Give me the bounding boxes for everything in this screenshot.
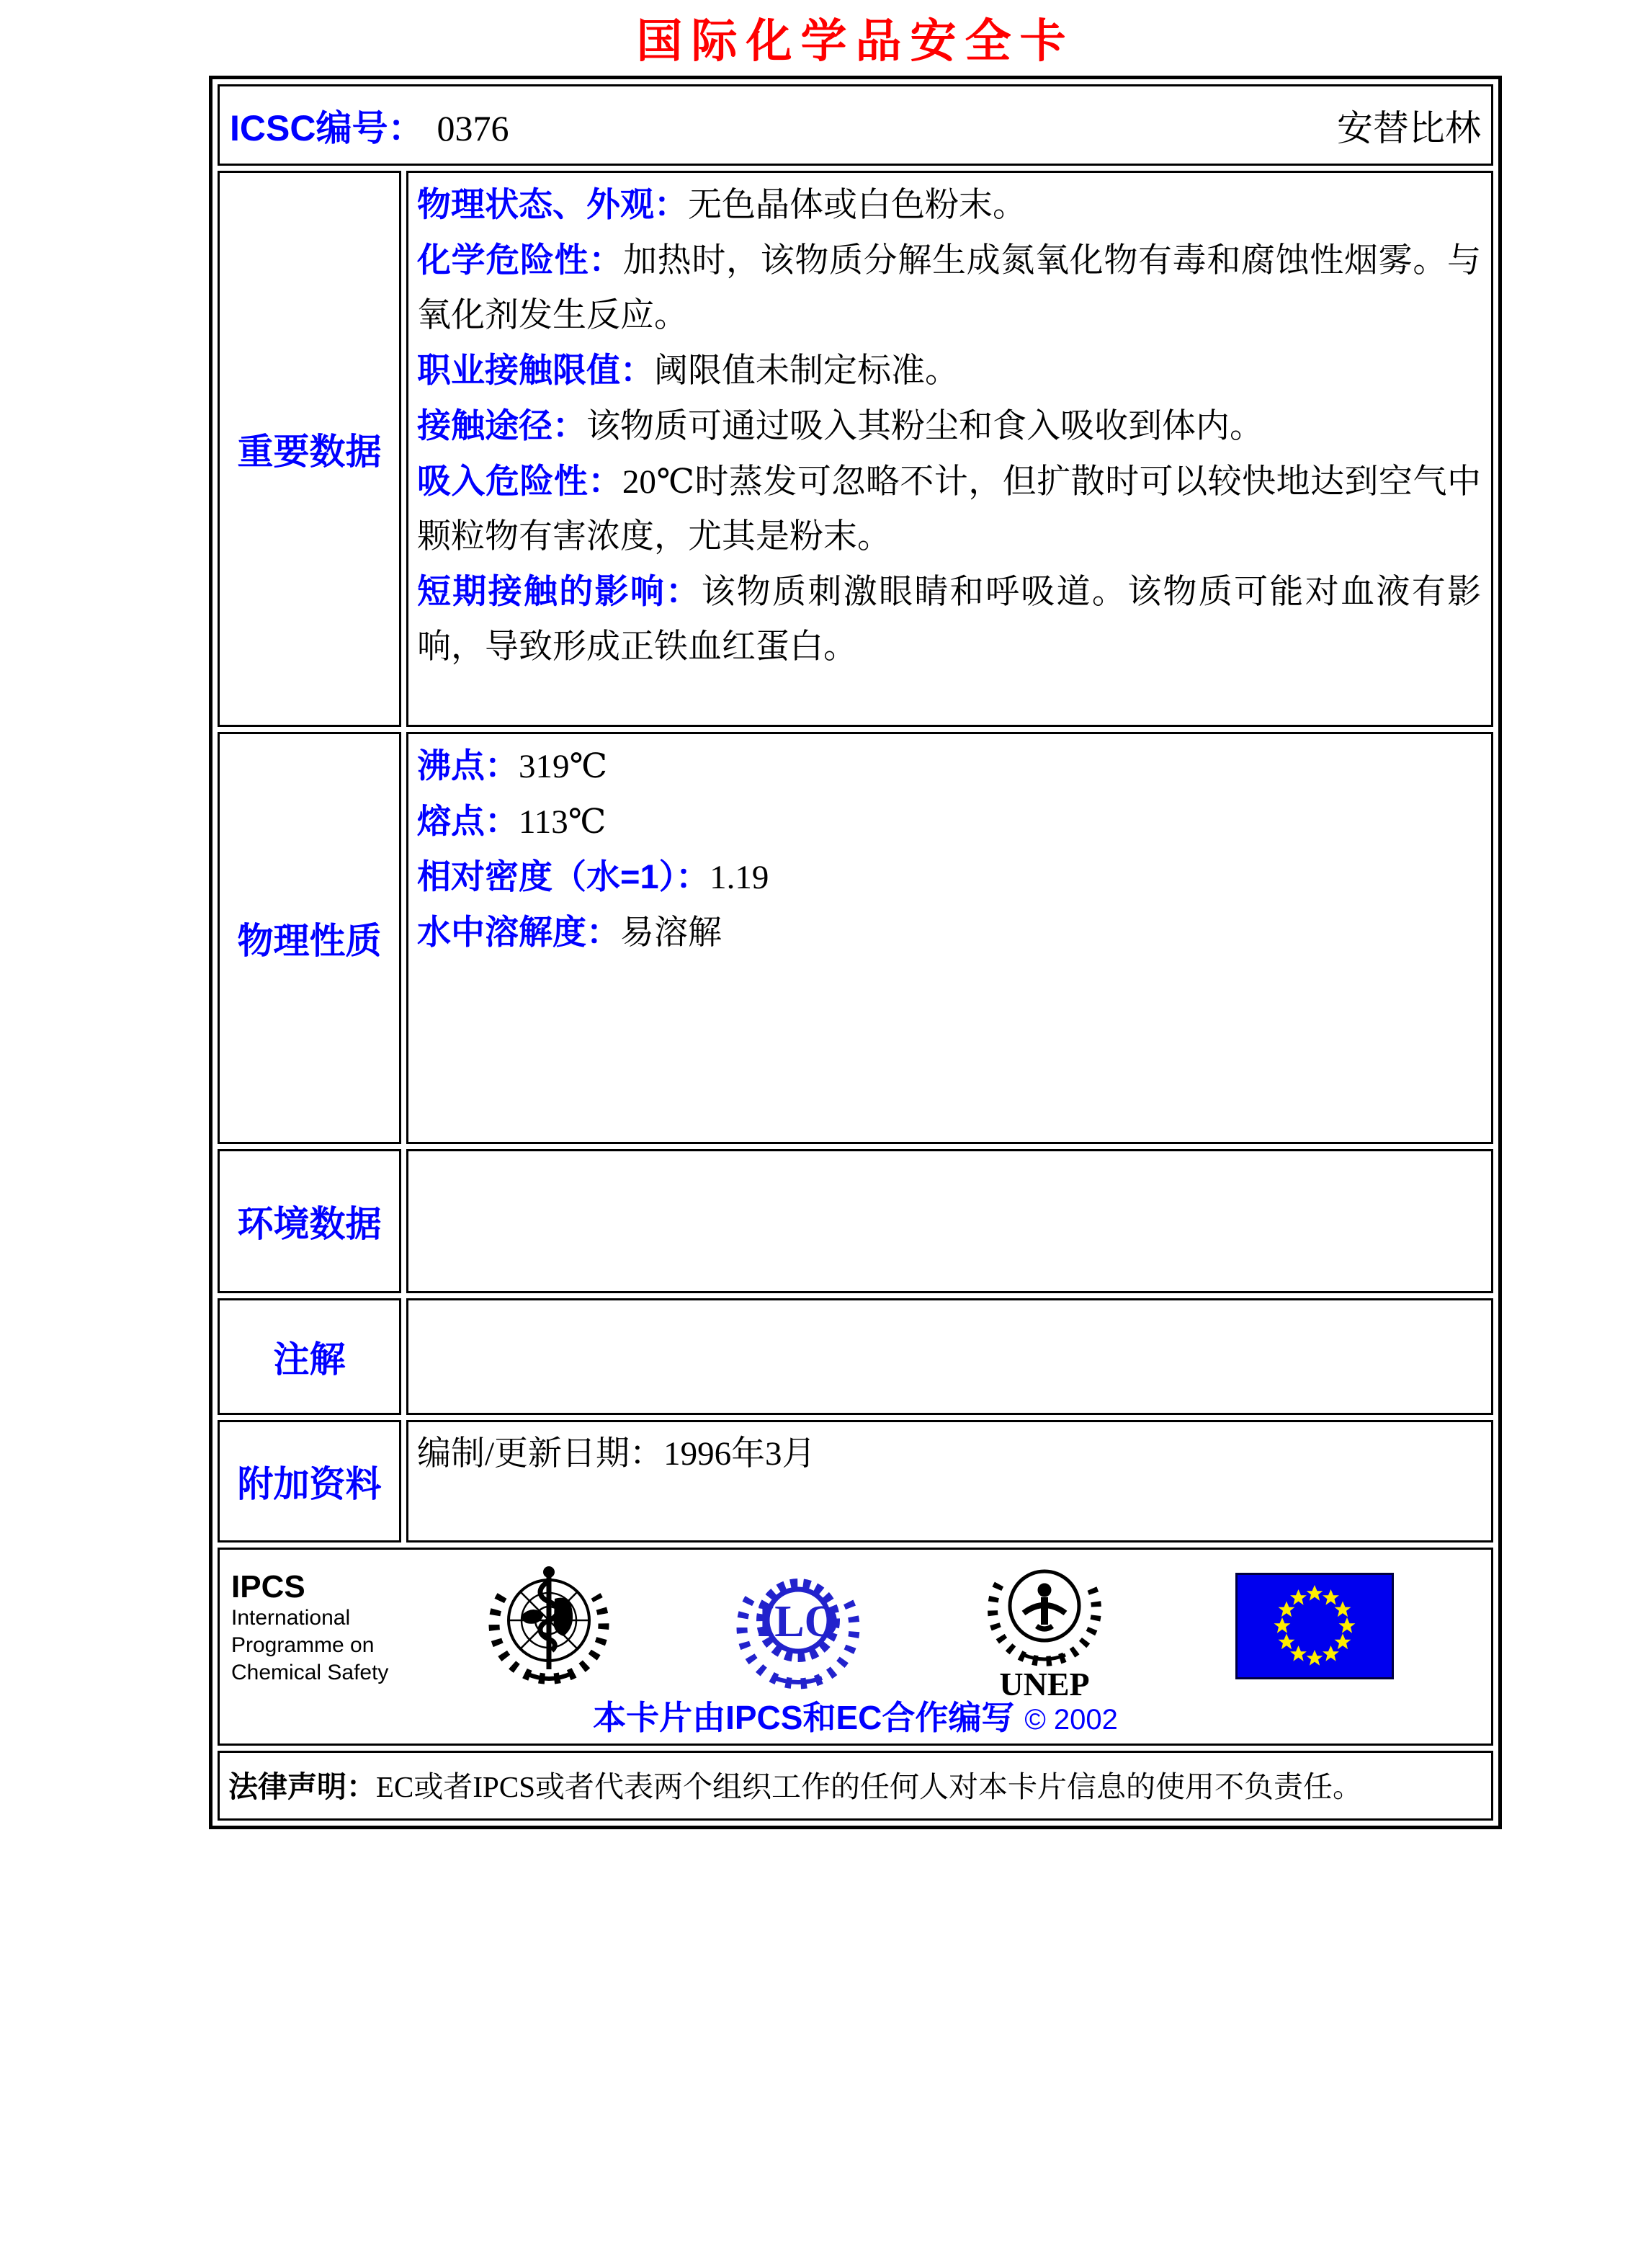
icsc-number <box>230 99 509 151</box>
environmental-data-label-cell <box>218 1149 401 1293</box>
field-label: 接触途径： <box>417 406 586 445</box>
logos-row <box>218 1548 1493 1746</box>
page-title: 国际化学品安全卡 <box>636 15 1075 67</box>
field-label: 物理状态、外观： <box>417 185 688 223</box>
section-label-environmental-data: 环境数据 <box>237 1204 382 1244</box>
field-label: 职业接触限值： <box>417 351 654 389</box>
field-label: 相对密度（水=1）： <box>417 857 710 896</box>
icsc-number-label: ICSC编号： <box>230 107 424 148</box>
field-value: 该物质刺激眼睛和呼吸道。该物质可能对血液有影响，导致形成正铁血红蛋白。 <box>417 573 1482 666</box>
credit-text: 本卡片由IPCS和EC合作编写 <box>593 1699 1015 1736</box>
field-value: 加热时，该物质分解生成氮氧化物有毒和腐蚀性烟雾。与氧化剂发生反应。 <box>417 242 1481 334</box>
update-date-value: 1996年3月 <box>663 1435 816 1473</box>
field-value: 1.19 <box>710 859 769 896</box>
credit-line <box>220 1692 1491 1739</box>
field-value: 易溶解 <box>620 914 722 952</box>
important-data-row <box>218 171 1493 727</box>
header-cell <box>218 84 1493 166</box>
physical-properties-label-cell <box>218 732 401 1144</box>
chemical-name: 安替比林 <box>1337 107 1481 148</box>
section-label-physical-properties: 物理性质 <box>237 921 382 961</box>
field-label: 熔点： <box>417 802 519 840</box>
ipcs-title: IPCS <box>231 1569 305 1604</box>
additional-info-content-cell <box>406 1420 1493 1542</box>
field-value: 113℃ <box>519 803 607 841</box>
ilo-logo-icon <box>730 1563 867 1692</box>
notes-content-cell <box>406 1298 1493 1415</box>
unep-logo-icon <box>982 1554 1108 1702</box>
section-label-notes: 注解 <box>273 1339 346 1380</box>
field-value: 无色晶体或白色粉末。 <box>688 187 1026 224</box>
legal-text: EC或者IPCS或者代表两个组织工作的任何人对本卡片信息的使用不负责任。 <box>376 1770 1362 1803</box>
physical-properties-row <box>218 732 1493 1144</box>
environmental-data-row <box>218 1149 1493 1293</box>
field-value: 20℃时蒸发可忽略不计，但扩散时可以较快地达到空气中颗粒物有害浓度，尤其是粉末。 <box>417 463 1482 555</box>
update-date-label: 编制/更新日期： <box>417 1435 664 1473</box>
important-data-text <box>417 177 1481 674</box>
eu-flag-icon <box>1235 1573 1394 1679</box>
notes-label-cell <box>218 1298 401 1415</box>
additional-info-row <box>218 1420 1493 1542</box>
legal-row <box>218 1751 1493 1821</box>
field-label: 吸入危险性： <box>417 462 622 500</box>
field-label: 短期接触的影响： <box>417 572 702 610</box>
ipcs-line: Chemical Safety <box>231 1661 389 1684</box>
field-label: 化学危险性： <box>417 241 623 279</box>
logos-cell <box>218 1548 1493 1746</box>
safety-card-table <box>209 76 1502 1829</box>
field-label: 水中溶解度： <box>417 913 620 951</box>
legal-text-line <box>220 1753 1491 1805</box>
header-row <box>218 84 1493 166</box>
ipcs-line: International <box>231 1606 351 1630</box>
physical-properties-text <box>417 738 1481 960</box>
ipcs-text-block <box>231 1570 388 1687</box>
physical-properties-content-cell <box>406 732 1493 1144</box>
additional-info-label-cell <box>218 1420 401 1542</box>
field-value: 319℃ <box>519 748 608 785</box>
important-data-label-cell <box>218 171 401 727</box>
ilo-monogram: ILO <box>757 1597 839 1646</box>
field-label: 沸点： <box>417 746 519 785</box>
who-logo-icon <box>480 1557 617 1694</box>
legal-cell <box>218 1751 1493 1821</box>
icsc-number-value: 0376 <box>437 107 509 148</box>
environmental-data-content-cell <box>406 1149 1493 1293</box>
field-value: 阈限值未制定标准。 <box>654 352 959 390</box>
copyright-text: © 2002 <box>1024 1704 1118 1736</box>
important-data-content-cell <box>406 171 1493 727</box>
update-date-line <box>417 1427 1481 1481</box>
notes-row <box>218 1298 1493 1415</box>
legal-label: 法律声明： <box>228 1770 376 1803</box>
section-label-additional-info: 附加资料 <box>237 1464 382 1504</box>
section-label-important-data: 重要数据 <box>237 432 382 472</box>
unep-wordmark: UNEP <box>999 1666 1090 1702</box>
field-value: 该物质可通过吸入其粉尘和食入吸收到体内。 <box>586 408 1263 445</box>
ipcs-line: Programme on <box>231 1633 375 1657</box>
